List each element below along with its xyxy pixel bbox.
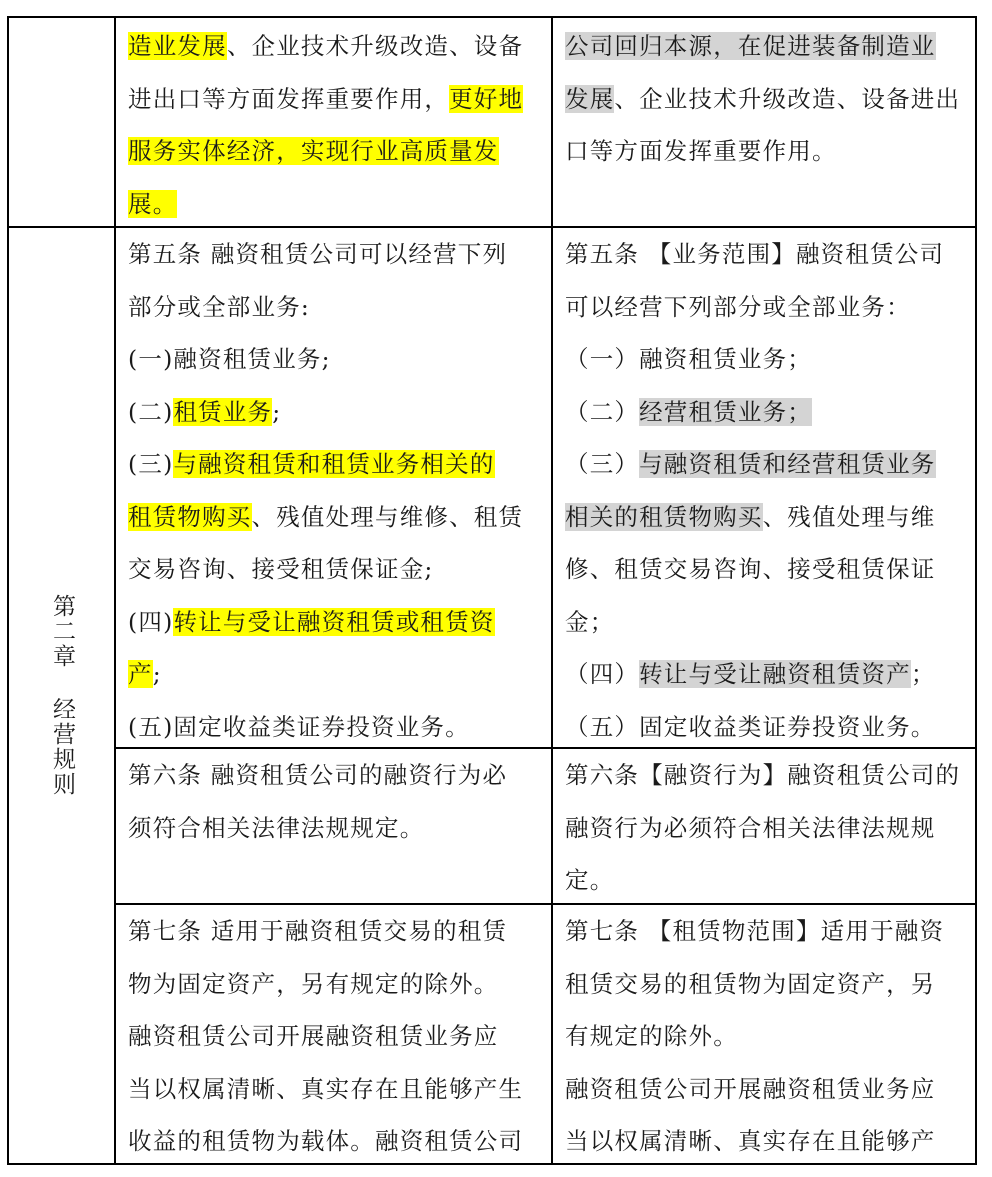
text-line [128, 648, 541, 701]
plain-text: (一)融资租赁业务; [128, 345, 331, 373]
text-line [128, 1115, 541, 1163]
text-line [128, 1063, 541, 1116]
text-line [565, 491, 965, 544]
plain-text: 当以权属清晰、真实存在且能够产 [565, 1127, 936, 1155]
plain-text: (二) [128, 397, 174, 426]
text-line [565, 1115, 965, 1163]
plain-text: （一）融资租赁业务； [565, 345, 812, 373]
text-line [565, 438, 965, 491]
article-5-old-text [116, 228, 551, 747]
plain-text: 、企业技术升级改造、设备 [226, 32, 524, 60]
text-line [565, 125, 965, 178]
plain-text: 可以经营下列部分或全部业务： [565, 292, 911, 321]
highlight-added-text: 转让与受让融资租赁或租赁资 [173, 607, 495, 636]
text-line [128, 125, 541, 178]
text-line [128, 905, 541, 958]
plain-text: （三） [565, 450, 640, 478]
text-line [128, 386, 541, 439]
text-line [565, 958, 965, 1011]
highlight-changed-text: 经营租赁业务； [639, 397, 813, 426]
text-line [565, 228, 965, 281]
plain-text: 进出口等方面发挥重要作用， [128, 84, 450, 113]
plain-text: 有规定的除外。 [565, 1022, 738, 1050]
text-line [565, 854, 965, 903]
plain-text: (四) [128, 607, 174, 636]
text-line [565, 648, 965, 701]
text-line [128, 20, 541, 73]
plain-text: 融资行为必须符合相关法律法规规 [565, 813, 936, 842]
highlight-changed-text: 与融资租赁和经营租赁业务 [639, 450, 936, 478]
text-line [565, 1063, 965, 1116]
highlight-added-text: 更好地 [449, 84, 524, 113]
text-line [128, 701, 541, 748]
text-line [128, 438, 541, 491]
plain-text: 融资租赁公司开展融资租赁业务应 [565, 1074, 936, 1103]
row-intro-old-text [116, 18, 551, 226]
chapter-cell [9, 227, 114, 1163]
plain-text: 定。 [565, 866, 615, 894]
plain-text: （五）固定收益类证券投资业务。 [565, 712, 936, 741]
plain-text: 融资租赁公司开展融资租赁业务应 [128, 1022, 499, 1050]
plain-text: 部分或全部业务: [128, 292, 311, 321]
plain-text: 第六条 融资租赁公司的融资行为必 [128, 761, 508, 789]
highlight-changed-text: 公司回归本源，在促进装备制造业 [565, 32, 936, 60]
text-line [128, 281, 541, 334]
plain-text: ; [152, 660, 162, 688]
plain-text: 第七条 【租赁物范围】适用于融资 [565, 917, 945, 945]
highlight-added-text: 造业发展 [128, 32, 227, 60]
highlight-added-text: 租赁物购买 [128, 502, 252, 531]
regulation-comparison-table [7, 16, 977, 1165]
plain-text: 第五条 【业务范围】融资租赁公司 [565, 240, 945, 268]
text-line [565, 749, 965, 802]
plain-text: 物为固定资产，另有规定的除外。 [128, 969, 499, 998]
article-6-old-text [116, 749, 551, 903]
text-line [565, 333, 965, 386]
row-intro-new-text [553, 18, 975, 226]
text-line [565, 1010, 965, 1063]
article-7-old-text [116, 905, 551, 1163]
plain-text: 第五条 融资租赁公司可以经营下列 [128, 240, 508, 268]
text-line [128, 228, 541, 281]
highlight-changed-text: 相关的租赁物购买 [565, 502, 763, 531]
text-line [128, 333, 541, 386]
text-line [128, 543, 541, 596]
text-line [128, 596, 541, 649]
article-7-new-text [553, 905, 975, 1163]
highlight-added-text: 租赁业务 [173, 397, 273, 426]
text-line [128, 73, 541, 126]
highlight-added-text: 与融资租赁和租赁业务相关的 [173, 450, 495, 478]
text-line [128, 178, 541, 227]
plain-text: 当以权属清晰、真实存在且能够产生 [128, 1074, 524, 1103]
plain-text: 口等方面发挥重要作用。 [565, 137, 837, 165]
plain-text: （四） [565, 660, 640, 688]
plain-text: 修、租赁交易咨询、接受租赁保证 [565, 555, 936, 583]
highlight-added-text: 产 [128, 660, 153, 688]
plain-text: (三) [128, 450, 174, 478]
text-line [128, 1010, 541, 1063]
plain-text: 金； [565, 607, 615, 636]
highlight-added-text: 展。 [128, 189, 178, 218]
plain-text: （二） [565, 397, 640, 426]
plain-text: ； [910, 660, 936, 688]
text-line [565, 905, 965, 958]
text-line [565, 596, 965, 649]
plain-text: 第七条 适用于融资租赁交易的租赁 [128, 917, 508, 945]
plain-text: 、残值处理与维修、租赁 [251, 502, 524, 531]
highlight-changed-text: 转让与受让融资租赁资产 [639, 660, 911, 688]
plain-text: 第六条【融资行为】融资租赁公司的 [565, 761, 961, 789]
plain-text: 须符合相关法律法规规定。 [128, 813, 425, 842]
chapter-label: 第二章 经营规则 [49, 593, 75, 797]
text-line [128, 802, 541, 855]
article-5-new-text [553, 228, 975, 747]
plain-text: ; [272, 397, 282, 426]
text-line [565, 386, 965, 439]
text-line [565, 281, 965, 334]
text-line [128, 749, 541, 802]
text-line [128, 958, 541, 1011]
text-line [565, 701, 965, 748]
highlight-added-text: 服务实体经济，实现行业高质量发 [128, 137, 499, 165]
article-6-new-text [553, 749, 975, 903]
text-line [565, 802, 965, 855]
plain-text: 、企业技术升级改造、设备进出 [614, 84, 961, 113]
plain-text: 交易咨询、接受租赁保证金; [128, 555, 434, 583]
text-line [128, 491, 541, 544]
text-line [565, 543, 965, 596]
highlight-changed-text: 发展 [565, 84, 615, 113]
plain-text: 收益的租赁物为载体。融资租赁公司 [128, 1127, 524, 1155]
plain-text: 、残值处理与维 [762, 502, 936, 531]
text-line [565, 20, 965, 73]
plain-text: 租赁交易的租赁物为固定资产，另 [565, 969, 936, 998]
plain-text: (五)固定收益类证券投资业务。 [128, 712, 470, 741]
text-line [565, 73, 965, 126]
